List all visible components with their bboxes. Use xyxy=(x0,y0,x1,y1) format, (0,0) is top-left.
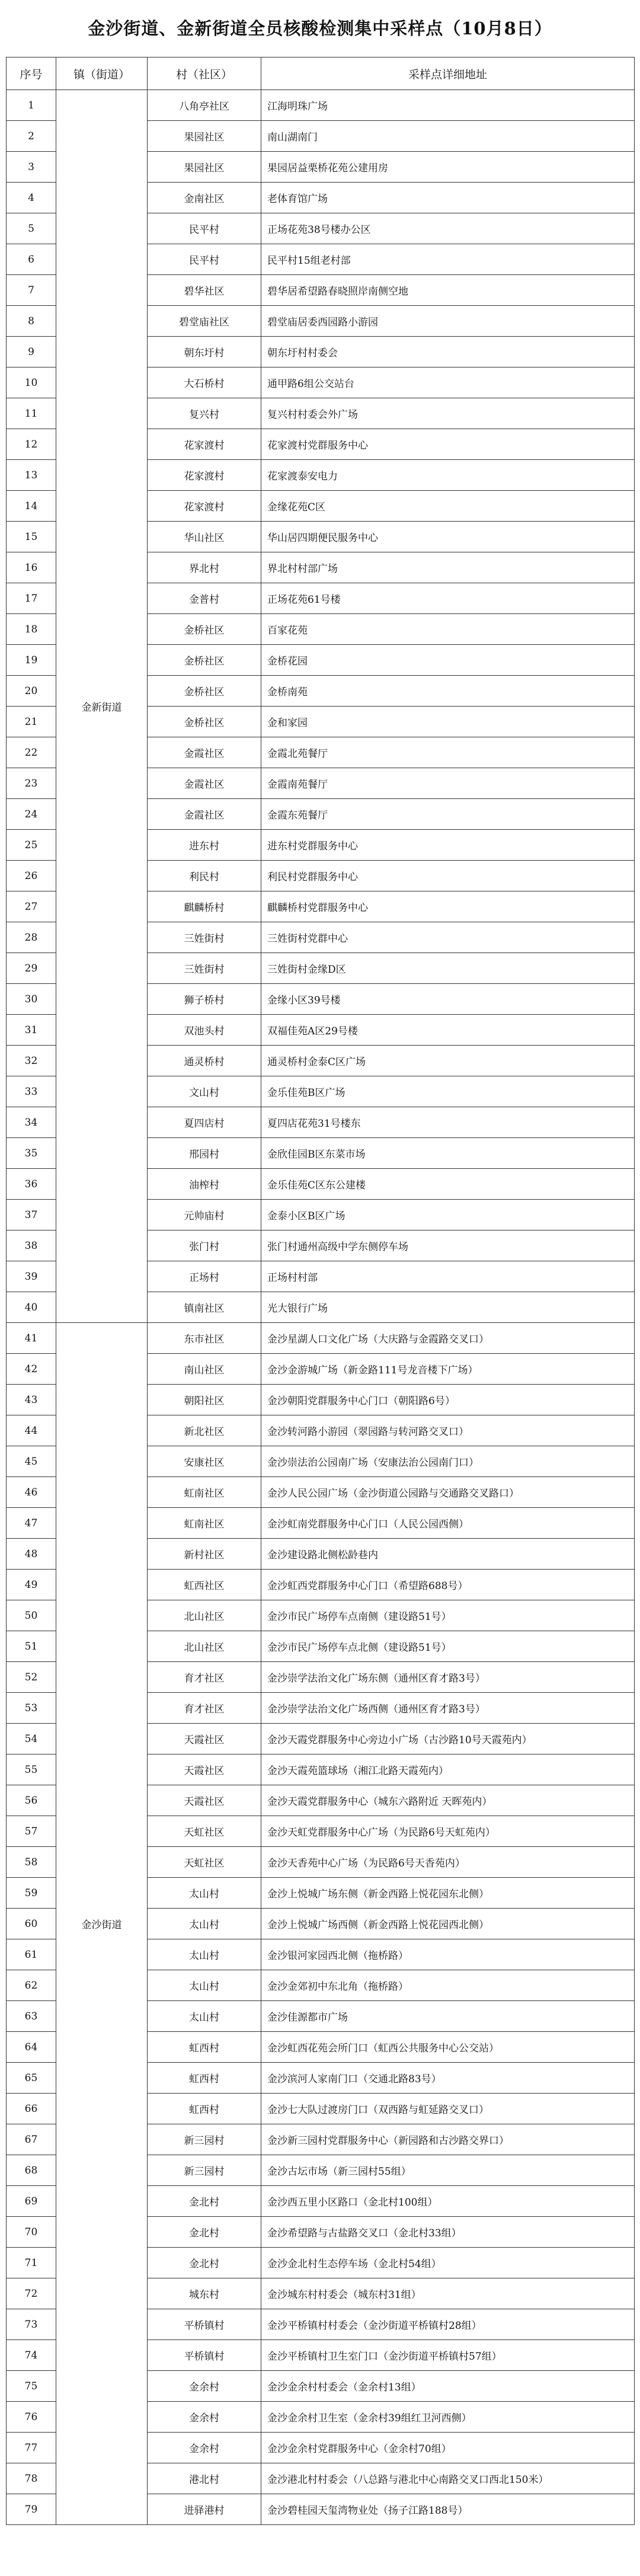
cell-village: 安康社区 xyxy=(148,1446,261,1477)
cell-site: 金沙转河路小游园（翠园路与转河路交叉口） xyxy=(261,1415,635,1446)
cell-site: 金沙古坛市场（新三园村55组） xyxy=(261,2155,635,2186)
cell-no: 35 xyxy=(7,1138,56,1169)
cell-village: 天虹社区 xyxy=(148,1847,261,1878)
cell-town: 金沙街道 xyxy=(56,1323,148,2525)
cell-no: 15 xyxy=(7,522,56,552)
cell-site: 金沙崇学法治文化广场东侧（通州区育才路3号） xyxy=(261,1662,635,1693)
cell-site: 金乐佳苑B区广场 xyxy=(261,1076,635,1107)
cell-site: 金欣佳园B区东菜市场 xyxy=(261,1138,635,1169)
cell-village: 麒麟桥村 xyxy=(148,891,261,922)
cell-village: 果园社区 xyxy=(148,152,261,183)
cell-village: 朝东圩村 xyxy=(148,337,261,367)
cell-site: 金沙希望路与古盐路交叉口（金北村33组） xyxy=(261,2217,635,2248)
cell-site: 金沙金游城广场（新金路111号龙音楼下广场） xyxy=(261,1354,635,1385)
cell-no: 70 xyxy=(7,2217,56,2248)
cell-village: 通灵桥村 xyxy=(148,1046,261,1076)
cell-village: 育才社区 xyxy=(148,1662,261,1693)
cell-village: 金桥社区 xyxy=(148,676,261,707)
cell-site: 金沙新三园村党群服务中心（新园路和古沙路交界口） xyxy=(261,2124,635,2155)
page-title: 金沙街道、金新街道全员核酸检测集中采样点（10月8日） xyxy=(88,18,552,39)
cell-village: 平桥镇村 xyxy=(148,2309,261,2340)
cell-no: 26 xyxy=(7,861,56,891)
cell-village: 金桥社区 xyxy=(148,614,261,645)
cell-site: 碧堂庙居委西园路小游园 xyxy=(261,306,635,337)
cell-site: 通甲路6组公交站台 xyxy=(261,367,635,398)
cell-village: 三姓街村 xyxy=(148,953,261,984)
cell-no: 29 xyxy=(7,953,56,984)
cell-site: 正场花苑38号楼办公区 xyxy=(261,213,635,244)
cell-no: 66 xyxy=(7,2094,56,2124)
cell-village: 利民村 xyxy=(148,861,261,891)
cell-no: 23 xyxy=(7,768,56,799)
cell-no: 14 xyxy=(7,491,56,522)
cell-village: 新三园村 xyxy=(148,2155,261,2186)
cell-village: 华山社区 xyxy=(148,522,261,552)
cell-village: 邢园村 xyxy=(148,1138,261,1169)
cell-site: 金霞南苑餐厅 xyxy=(261,768,635,799)
cell-village: 金桥社区 xyxy=(148,707,261,737)
cell-no: 79 xyxy=(7,2494,56,2525)
cell-town: 金新街道 xyxy=(56,90,148,1323)
cell-village: 太山村 xyxy=(148,1939,261,1970)
cell-no: 57 xyxy=(7,1816,56,1847)
cell-no: 54 xyxy=(7,1724,56,1754)
cell-village: 太山村 xyxy=(148,1970,261,2001)
cell-no: 2 xyxy=(7,121,56,152)
cell-no: 45 xyxy=(7,1446,56,1477)
cell-village: 狮子桥村 xyxy=(148,984,261,1015)
cell-village: 天霞社区 xyxy=(148,1754,261,1785)
cell-no: 36 xyxy=(7,1169,56,1200)
cell-no: 27 xyxy=(7,891,56,922)
cell-village: 果园社区 xyxy=(148,121,261,152)
cell-village: 金余村 xyxy=(148,2371,261,2402)
cell-site: 金沙佳源都市广场 xyxy=(261,2001,635,2032)
cell-no: 58 xyxy=(7,1847,56,1878)
cell-site: 金沙金余村卫生室（金余村39组红卫河西侧） xyxy=(261,2402,635,2433)
cell-no: 49 xyxy=(7,1570,56,1600)
cell-no: 65 xyxy=(7,2063,56,2094)
cell-no: 20 xyxy=(7,676,56,707)
cell-site: 光大银行广场 xyxy=(261,1292,635,1323)
cell-no: 71 xyxy=(7,2248,56,2278)
cell-village: 花家渡村 xyxy=(148,460,261,491)
cell-site: 老体育馆广场 xyxy=(261,183,635,213)
cell-no: 68 xyxy=(7,2155,56,2186)
cell-no: 12 xyxy=(7,429,56,460)
cell-site: 夏四店花苑31号楼东 xyxy=(261,1107,635,1138)
cell-site: 金沙朝阳党群服务中心门口（朝阳路6号） xyxy=(261,1385,635,1415)
cell-village: 金霞社区 xyxy=(148,737,261,768)
cell-site: 华山居四期便民服务中心 xyxy=(261,522,635,552)
cell-site: 三姓街村党群中心 xyxy=(261,922,635,953)
cell-no: 56 xyxy=(7,1785,56,1816)
cell-site: 金沙天虹党群服务中心广场（为民路6号天虹苑内） xyxy=(261,1816,635,1847)
cell-village: 大石桥村 xyxy=(148,367,261,398)
cell-site: 金沙虹西花苑会所门口（虹西公共服务中心公交站） xyxy=(261,2032,635,2063)
cell-site: 金沙银河家园西北侧（拖桥路） xyxy=(261,1939,635,1970)
cell-site: 金沙上悦城广场西侧（新金西路上悦花园西北侧） xyxy=(261,1909,635,1939)
cell-village: 虹西村 xyxy=(148,2094,261,2124)
cell-no: 21 xyxy=(7,707,56,737)
cell-no: 7 xyxy=(7,275,56,306)
table-row xyxy=(7,90,635,121)
cell-site: 麒麟桥村党群服务中心 xyxy=(261,891,635,922)
cell-no: 10 xyxy=(7,367,56,398)
cell-site: 金沙星湖人口文化广场（大庆路与金霞路交叉口） xyxy=(261,1323,635,1354)
cell-site: 金沙建设路北侧松龄巷内 xyxy=(261,1539,635,1570)
cell-village: 元帅庙村 xyxy=(148,1200,261,1231)
cell-site: 金沙上悦城广场东侧（新金西路上悦花园东北侧） xyxy=(261,1878,635,1909)
cell-no: 76 xyxy=(7,2402,56,2433)
cell-village: 天霞社区 xyxy=(148,1724,261,1754)
cell-village: 虹南社区 xyxy=(148,1508,261,1539)
cell-no: 18 xyxy=(7,614,56,645)
cell-village: 民平村 xyxy=(148,213,261,244)
cell-site: 碧华居希望路春晓照岸南侧空地 xyxy=(261,275,635,306)
cell-village: 金余村 xyxy=(148,2402,261,2433)
cell-village: 虹西村 xyxy=(148,2063,261,2094)
cell-no: 43 xyxy=(7,1385,56,1415)
cell-site: 金沙港北村村委会（八总路与港北中心南路交叉口西北150米） xyxy=(261,2463,635,2494)
cell-no: 4 xyxy=(7,183,56,213)
cell-no: 73 xyxy=(7,2309,56,2340)
cell-site: 金沙平桥镇村卫生室门口（金沙街道平桥镇村57组） xyxy=(261,2340,635,2371)
header-site: 采样点详细地址 xyxy=(261,57,635,90)
cell-site: 金沙平桥镇村村委会（金沙街道平桥镇村28组） xyxy=(261,2309,635,2340)
cell-village: 花家渡村 xyxy=(148,491,261,522)
cell-no: 1 xyxy=(7,90,56,121)
cell-village: 平桥镇村 xyxy=(148,2340,261,2371)
cell-no: 62 xyxy=(7,1970,56,2001)
cell-village: 南山社区 xyxy=(148,1354,261,1385)
cell-village: 碧华社区 xyxy=(148,275,261,306)
cell-no: 32 xyxy=(7,1046,56,1076)
cell-no: 75 xyxy=(7,2371,56,2402)
cell-site: 张门村通州高级中学东侧停车场 xyxy=(261,1231,635,1261)
cell-village: 进驿港村 xyxy=(148,2494,261,2525)
cell-no: 51 xyxy=(7,1631,56,1662)
cell-no: 64 xyxy=(7,2032,56,2063)
cell-site: 花家渡村党群服务中心 xyxy=(261,429,635,460)
header-town: 镇（街道） xyxy=(56,57,148,90)
cell-site: 金沙虹南党群服务中心门口（人民公园西侧） xyxy=(261,1508,635,1539)
cell-village: 北山社区 xyxy=(148,1600,261,1631)
cell-site: 花家渡泰安电力 xyxy=(261,460,635,491)
cell-site: 复兴村村委会外广场 xyxy=(261,398,635,429)
cell-no: 67 xyxy=(7,2124,56,2155)
cell-no: 48 xyxy=(7,1539,56,1570)
cell-no: 46 xyxy=(7,1477,56,1508)
cell-village: 花家渡村 xyxy=(148,429,261,460)
cell-village: 金余村 xyxy=(148,2433,261,2463)
cell-site: 金沙城东村村委会（城东村31组） xyxy=(261,2278,635,2309)
cell-site: 金沙天霞苑篮球场（湘江北路天霞苑内） xyxy=(261,1754,635,1785)
cell-no: 53 xyxy=(7,1693,56,1724)
cell-site: 进东村党群服务中心 xyxy=(261,830,635,861)
cell-site: 金乐佳苑C区东公建楼 xyxy=(261,1169,635,1200)
cell-site: 金沙金余村党群服务中心（金余村70组） xyxy=(261,2433,635,2463)
cell-no: 11 xyxy=(7,398,56,429)
cell-village: 金北村 xyxy=(148,2217,261,2248)
cell-village: 金南社区 xyxy=(148,183,261,213)
cell-village: 夏四店村 xyxy=(148,1107,261,1138)
cell-no: 33 xyxy=(7,1076,56,1107)
cell-village: 民平村 xyxy=(148,244,261,275)
cell-no: 78 xyxy=(7,2463,56,2494)
cell-no: 42 xyxy=(7,1354,56,1385)
table-header-row xyxy=(7,57,635,90)
cell-site: 金和家园 xyxy=(261,707,635,737)
cell-site: 正场村村部 xyxy=(261,1261,635,1292)
cell-site: 果园居益栗桥花苑公建用房 xyxy=(261,152,635,183)
cell-village: 碧堂庙社区 xyxy=(148,306,261,337)
cell-village: 正场村 xyxy=(148,1261,261,1292)
cell-site: 金缘小区39号楼 xyxy=(261,984,635,1015)
cell-site: 通灵桥村金泰C区广场 xyxy=(261,1046,635,1076)
cell-village: 金北村 xyxy=(148,2186,261,2217)
cell-no: 55 xyxy=(7,1754,56,1785)
cell-no: 47 xyxy=(7,1508,56,1539)
cell-site: 朝东圩村村委会 xyxy=(261,337,635,367)
cell-no: 44 xyxy=(7,1415,56,1446)
cell-no: 41 xyxy=(7,1323,56,1354)
cell-village: 金普村 xyxy=(148,583,261,614)
cell-site: 金沙七大队过渡房门口（双西路与虹延路交叉口） xyxy=(261,2094,635,2124)
cell-no: 74 xyxy=(7,2340,56,2371)
cell-site: 金霞东苑餐厅 xyxy=(261,799,635,830)
cell-no: 61 xyxy=(7,1939,56,1970)
cell-no: 50 xyxy=(7,1600,56,1631)
cell-no: 24 xyxy=(7,799,56,830)
cell-site: 民平村15组老村部 xyxy=(261,244,635,275)
cell-no: 59 xyxy=(7,1878,56,1909)
cell-village: 太山村 xyxy=(148,1878,261,1909)
sampling-sites-table xyxy=(6,57,635,2525)
cell-village: 双池头村 xyxy=(148,1015,261,1046)
cell-site: 利民村党群服务中心 xyxy=(261,861,635,891)
cell-no: 25 xyxy=(7,830,56,861)
cell-site: 江海明珠广场 xyxy=(261,90,635,121)
cell-no: 17 xyxy=(7,583,56,614)
cell-village: 天霞社区 xyxy=(148,1785,261,1816)
cell-no: 60 xyxy=(7,1909,56,1939)
cell-village: 虹西社区 xyxy=(148,1570,261,1600)
cell-no: 38 xyxy=(7,1231,56,1261)
cell-no: 77 xyxy=(7,2433,56,2463)
cell-village: 虹南社区 xyxy=(148,1477,261,1508)
cell-site: 金沙碧桂园天玺湾物业处（扬子江路188号） xyxy=(261,2494,635,2525)
cell-site: 金沙天霞党群服务中心（城东六路附近 天晖苑内） xyxy=(261,1785,635,1816)
cell-site: 金泰小区B区广场 xyxy=(261,1200,635,1231)
cell-village: 文山村 xyxy=(148,1076,261,1107)
cell-site: 金沙金余村村委会（金余村13组） xyxy=(261,2371,635,2402)
cell-site: 金沙金北村生态停车场（金北村54组） xyxy=(261,2248,635,2278)
cell-village: 金北村 xyxy=(148,2248,261,2278)
cell-site: 三姓街村金缘D区 xyxy=(261,953,635,984)
cell-no: 6 xyxy=(7,244,56,275)
cell-site: 双福佳苑A区29号楼 xyxy=(261,1015,635,1046)
cell-village: 东市社区 xyxy=(148,1323,261,1354)
cell-site: 金沙虹西党群服务中心门口（希望路688号） xyxy=(261,1570,635,1600)
cell-no: 52 xyxy=(7,1662,56,1693)
cell-site: 金缘花苑C区 xyxy=(261,491,635,522)
cell-village: 新北社区 xyxy=(148,1415,261,1446)
cell-site: 金沙市民广场停车点北侧（建设路51号） xyxy=(261,1631,635,1662)
cell-village: 界北村 xyxy=(148,552,261,583)
cell-no: 22 xyxy=(7,737,56,768)
cell-village: 金霞社区 xyxy=(148,799,261,830)
header-no: 序号 xyxy=(7,57,56,90)
cell-site: 金桥花园 xyxy=(261,645,635,676)
cell-site: 金沙人民公园广场（金沙街道公园路与交通路交叉路口） xyxy=(261,1477,635,1508)
cell-village: 张门村 xyxy=(148,1231,261,1261)
cell-no: 72 xyxy=(7,2278,56,2309)
cell-site: 金沙金郊初中东北角（拖桥路） xyxy=(261,1970,635,2001)
cell-village: 油榨村 xyxy=(148,1169,261,1200)
cell-site: 金沙崇法治公园南广场（安康法治公园南门口） xyxy=(261,1446,635,1477)
cell-site: 金沙崇学法治文化广场西侧（通州区育才路3号） xyxy=(261,1693,635,1724)
cell-village: 镇南社区 xyxy=(148,1292,261,1323)
cell-village: 八角亭社区 xyxy=(148,90,261,121)
cell-no: 34 xyxy=(7,1107,56,1138)
header-village: 村（社区） xyxy=(148,57,261,90)
cell-village: 港北村 xyxy=(148,2463,261,2494)
cell-no: 9 xyxy=(7,337,56,367)
cell-village: 新三园村 xyxy=(148,2124,261,2155)
cell-no: 37 xyxy=(7,1200,56,1231)
cell-site: 金沙市民广场停车点南侧（建设路51号） xyxy=(261,1600,635,1631)
cell-village: 三姓街村 xyxy=(148,922,261,953)
cell-no: 3 xyxy=(7,152,56,183)
cell-no: 39 xyxy=(7,1261,56,1292)
table-row xyxy=(7,1323,635,1354)
cell-no: 40 xyxy=(7,1292,56,1323)
cell-site: 金沙天香苑中心广场（为民路6号天香苑内） xyxy=(261,1847,635,1878)
cell-no: 5 xyxy=(7,213,56,244)
cell-site: 金桥南苑 xyxy=(261,676,635,707)
cell-village: 金霞社区 xyxy=(148,768,261,799)
cell-no: 16 xyxy=(7,552,56,583)
cell-village: 育才社区 xyxy=(148,1693,261,1724)
cell-village: 太山村 xyxy=(148,1909,261,1939)
cell-no: 13 xyxy=(7,460,56,491)
cell-no: 69 xyxy=(7,2186,56,2217)
cell-no: 28 xyxy=(7,922,56,953)
cell-site: 正场花苑61号楼 xyxy=(261,583,635,614)
cell-site: 金沙滨河人家南门口（交通北路83号） xyxy=(261,2063,635,2094)
cell-site: 界北村村部广场 xyxy=(261,552,635,583)
cell-site: 金霞北苑餐厅 xyxy=(261,737,635,768)
cell-village: 进东村 xyxy=(148,830,261,861)
cell-site: 金沙天霞党群服务中心旁边小广场（古沙路10号天霞苑内） xyxy=(261,1724,635,1754)
cell-no: 30 xyxy=(7,984,56,1015)
cell-village: 北山社区 xyxy=(148,1631,261,1662)
cell-village: 天虹社区 xyxy=(148,1816,261,1847)
cell-village: 城东村 xyxy=(148,2278,261,2309)
cell-village: 复兴村 xyxy=(148,398,261,429)
table-body xyxy=(7,90,635,2525)
cell-village: 新村社区 xyxy=(148,1539,261,1570)
cell-site: 百家花苑 xyxy=(261,614,635,645)
cell-no: 19 xyxy=(7,645,56,676)
cell-site: 金沙西五里小区路口（金北村100组） xyxy=(261,2186,635,2217)
cell-no: 31 xyxy=(7,1015,56,1046)
cell-village: 金桥社区 xyxy=(148,645,261,676)
cell-village: 朝阳社区 xyxy=(148,1385,261,1415)
cell-no: 63 xyxy=(7,2001,56,2032)
cell-no: 8 xyxy=(7,306,56,337)
cell-village: 虹西村 xyxy=(148,2032,261,2063)
cell-site: 南山湖南门 xyxy=(261,121,635,152)
cell-village: 太山村 xyxy=(148,2001,261,2032)
